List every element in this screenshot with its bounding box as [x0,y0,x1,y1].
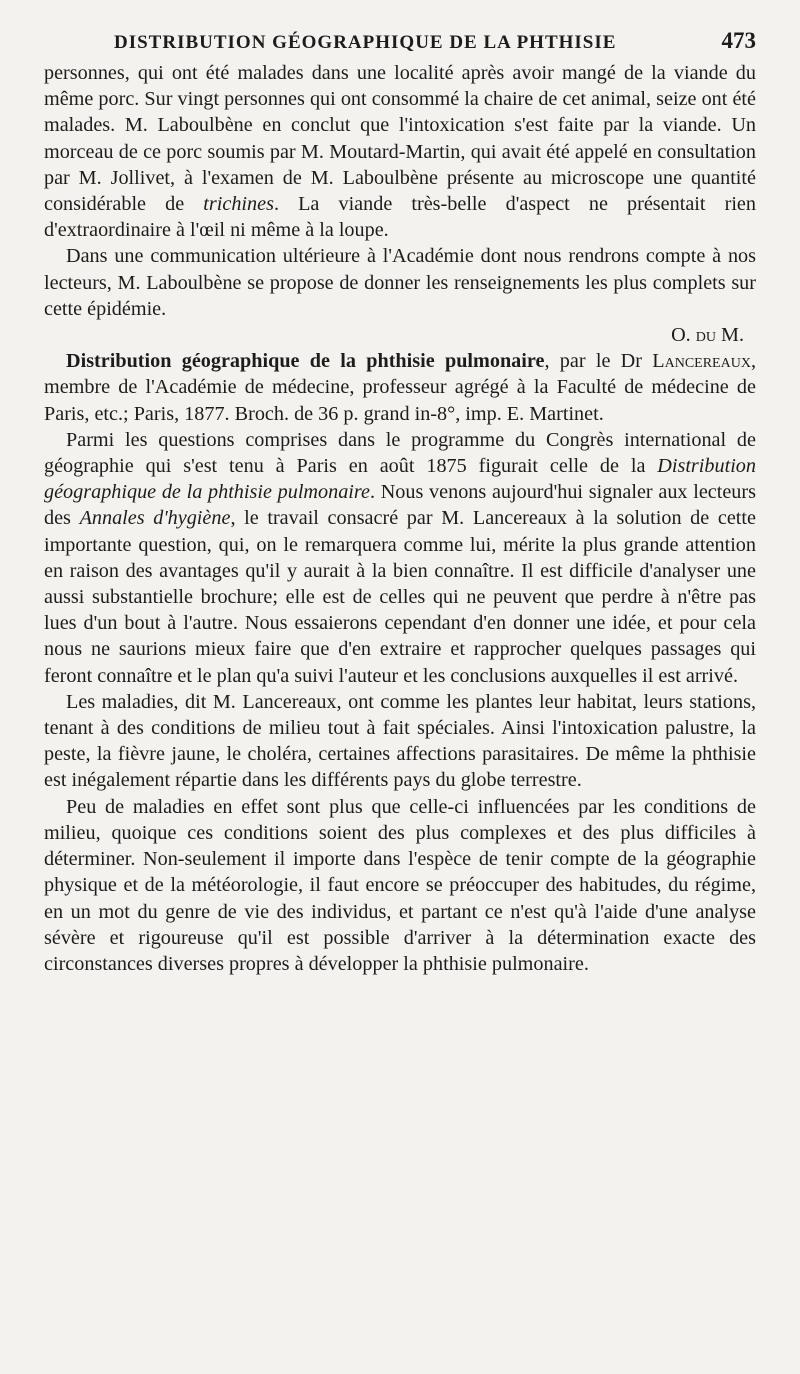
review-author: Lancereaux [652,350,751,373]
paragraph-1: personnes, qui ont été malades dans une localité après avoir mangé de la viande du même porc. Sur vingt personnes qui ont consommé la chaire de cet animal, seize ont été malades. M. Laboulbène en conclut que l'intoxication s'est faite par la viande. Un morceau de ce porc soumis par M. Moutard-Martin, qui avait été appelé en consultation par M. Jollivet, à l'examen de M. Laboulbène présente au microscope une quantité considérable de trichines. La viande très-belle d'aspect ne présentait rien d'extraordinaire à l'œil ni même à la loupe. [44,62,756,242]
signature: O. du M. [671,324,744,347]
paragraph-2: Dans une communication ultérieure à l'Académie dont nous rendrons compte à nos lecteurs, M. Laboulbène se propose de donner les renseignements les plus complets sur cette épidémie. [44,245,756,320]
paragraph-5: Peu de maladies en effet sont plus que celle-ci influencées par les conditions de milieu, quoique ces conditions soient des plus complexes et des plus difficiles à déterminer. Non-seulement il importe dans l'espèce de tenir compte de la géographie physique et de la météorologie, il faut encore se préoccuper des habitudes, du régime, en un mot du genre de vie des individus, et partant ce n'est qu'à l'aide d'une analyse sévère et rigoureuse qu'il est possible d'arriver à la détermination exacte des circonstances diverses propres à développer la phthisie pulmonaire. [44,795,756,975]
italic-trichines: trichines [203,193,274,216]
paragraph-3: Parmi les questions comprises dans le programme du Congrès international de géographie qui s'est tenu à Paris en août 1875 figurait celle de la Distribution géographique de la phthisie pulmonaire. Nous venons aujourd'hui signaler aux lecteurs des Annales d'hygiène, le travail consacré par M. Lancereaux à la solution de cette importante question, qui, on le remarquera comme lui, mérite la plus grande attention en raison des avantages qu'il y aurait à la bien connaître. Il est difficile d'analyser une aussi substantielle brochure; elle est de celles qui ne peuvent que perdre à n'être pas lues d'un bout à l'autre. Nous essaierons cependant d'en donner une idée, et pour cela nous ne saurions mieux faire que d'en extraire et rapprocher quelques passages qui feront connaître et le plan qu'a suivi l'auteur et les conclusions auxquelles il est arrivé. [44,428,756,687]
review-title: Distribution géographique de la phthisie pulmonaire [66,350,545,373]
paragraph-4: Les maladies, dit M. Lancereaux, ont comme les plantes leur habitat, leurs stations, tenant à des conditions de milieu tout à fait spéciales. Ainsi l'intoxication palustre, la peste, la fièvre jaune, le choléra, certaines affections parasitaires. De même la phthisie est inégalement répartie dans les différents pays du globe terrestre. [44,690,756,792]
page-number: 473 [721,28,756,53]
running-title: DISTRIBUTION GÉOGRAPHIQUE DE LA PHTHISIE [114,32,617,53]
review-heading: Distribution géographique de la phthisie pulmonaire, par le Dr Lancereaux, membre de l'Académie de médecine, professeur agrégé à la Faculté de médecine de Paris, etc.; Paris, 1877. Broch. de 36 p. grand in-8°, imp. E. Martinet. [44,350,756,425]
running-head [114,28,756,54]
